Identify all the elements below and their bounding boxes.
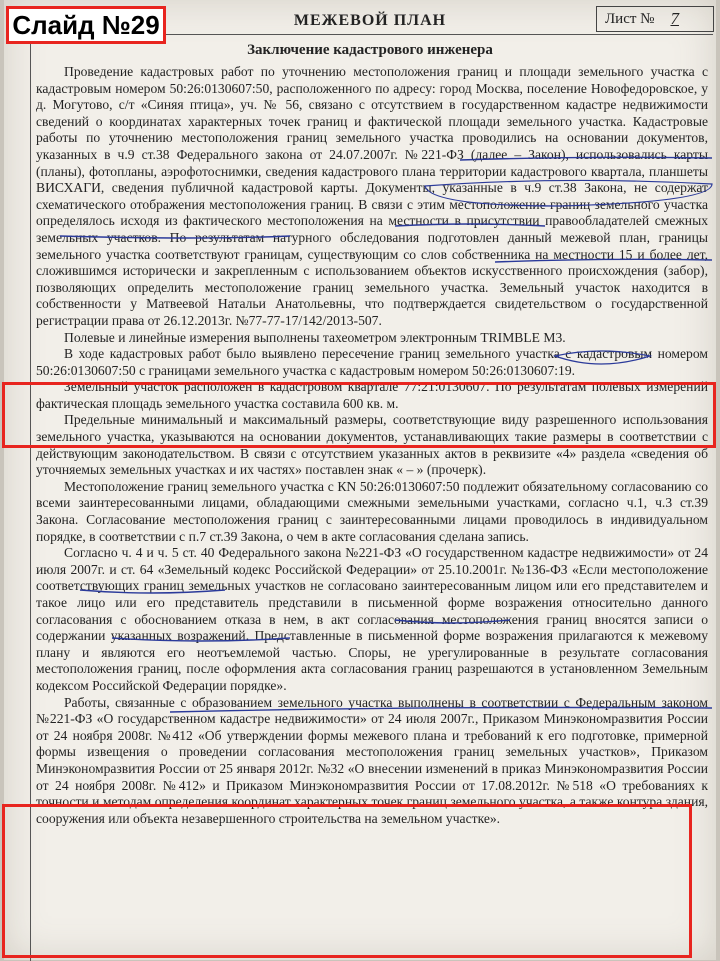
- sheet-number-box: [596, 6, 714, 32]
- paragraph-intersection: В ходе кадастровых работ было выявлено пересечение границ земельного участка с кадастровым номером 50:26:0130607:50 с границами земельного участка с кадастровым номером 50:26:0130607:19.: [36, 346, 708, 378]
- paragraph-survey: Проведение кадастровых работ по уточнению местоположения границ и площади земельного участка с кадастровым номером 50:26:0130607:50, расположенного по адресу: город Москва, поселение Новофедоровское, у д. Могутово, с/т «Синяя птица», уч. № 56, связано с отсутствием в государственном кадастре недвижимости сведений о координатах характерных точек границ и фактической площади земельного участка. Кадастровые работы по уточнению местоположения границ земельного участка проводились на основании документов, указанных в ч.9 ст.38 Федерального закона от 24.07.2007г. №221-ФЗ (далее – Закон), использовались карты (планы), фотопланы, аэрофотоснимки, сведения кадастрового плана территории кадастрового квартала, планшеты ВИСХАГИ, сведения публичной кадастровой карты. Документы, указанные в ч.9 ст.38 Закона, не содержат схематического отображения местоположения границ. В связи с этим местоположение границ земельного участка определялось исходя из фактического местоположения на местности в присутствии правообладателей смежных земельных участков. По результатам натурного обследования подготовлен данный межевой план, границы земельного участка соответствуют границам, существующим со слов собственника на местности 15 и более лет, сложившимся исторически и закрепленным с использованием объектов искусственного происхождения (забор), позволяющих определить местоположение границ земельного участка. Земельный участок находится в собственности у Матвеевой Натальи Анатольевны, что подтверждается свидетельством о государственной регистрации права от 26.12.2013г. №77-77-17/142/2013-507.: [36, 64, 708, 328]
- paragraph-size-limits: Предельные минимальный и максимальный размеры, соответствующие виду разрешенного использования земельного участка, указываются на основании документов, устанавливающих такие размеры в соответствии с действующим законодательством. В связи с отсутствием указанных актов в реквизите «4» раздела «сведения об уточняемых земельных участках и их частях» поставлен знак « – » (прочерк).: [36, 412, 708, 478]
- paragraph-objections: Согласно ч. 4 и ч. 5 ст. 40 Федерального закона №221-ФЗ «О государственном кадастре недвижимости» от 24 июля 2007г. и ст. 64 «Земельный кодекс Российской Федерации» от 25.10.2001г. №136-ФЗ «Если местоположение соответствующих границ земельных участков не согласовано заинтересованным лицом или его представителем и такое лицо или его представитель представили в письменной форме возражения относительно данного согласования с обоснованием отказа в нем, в акт согласования местоположения границ вносятся записи о содержании указанных возражений. Представленные в письменной форме возражения прилагаются к межевому плану и являются его неотъемлемой частью. Споры, не урегулированные в результате согласования местоположения границ, после оформления акта согласования границ разрешаются в установленном Земельным кодексом Российской Федерации порядке».: [36, 545, 708, 693]
- conclusion-text: [36, 64, 708, 827]
- document-title: МЕЖЕВОЙ ПЛАН: [293, 12, 447, 29]
- sheet-number: 7: [670, 9, 679, 28]
- section-title: Заключение кадастрового инженера: [247, 42, 493, 58]
- paragraph-approval: Местоположение границ земельного участка с КN 50:26:0130607:50 подлежит обязательному согласованию со всеми заинтересованными лицами, обладающими смежными земельными участками, согласно ч.1, ч.3 ст.39 Закона. Согласование местоположения границ с заинтересованными лицами проводилось в индивидуальном порядке, в соответствии с п.7 ст.39 Закона, о чем в акте согласования сделана запись.: [36, 478, 708, 544]
- sheet-label: Лист №: [605, 10, 655, 27]
- paragraph-quarter-area: Земельный участок расположен в кадастровом квартале 77:21:0130607. По результатам полевых измерений фактическая площадь земельного участка составила 600 кв. м.: [36, 379, 708, 411]
- paragraph-legal-basis: Работы, связанные с образованием земельного участка выполнены в соответствии с Федеральным законом №221-ФЗ «О государственном кадастре недвижимости» от 24 июля 2007г., Приказом Минэкономразвития России от 24 ноября 2008г. №412 «Об утверждении формы межевого плана и требований к его подготовке, примерной формы извещения о проведении согласования местоположения границ земельных участков», Приказом Минэкономразвития России от 25 января 2012г. №32 «О внесении изменений в приказ Минэкономразвития России от 24 ноября 2008г. №412» и Приказом Минэкономразвития России от 17.08.2012г. №518 «О требованиях к точности и методам определения координат характерных точек границ земельного участка, а также контура здания, сооружения или объекта незавершенного строительства на земельном участке».: [36, 694, 708, 826]
- paragraph-measurements: Полевые и линейные измерения выполнены тахеометром электронным TRIMBLE M3.: [64, 329, 566, 345]
- slide-label: Слайд №29: [6, 6, 166, 44]
